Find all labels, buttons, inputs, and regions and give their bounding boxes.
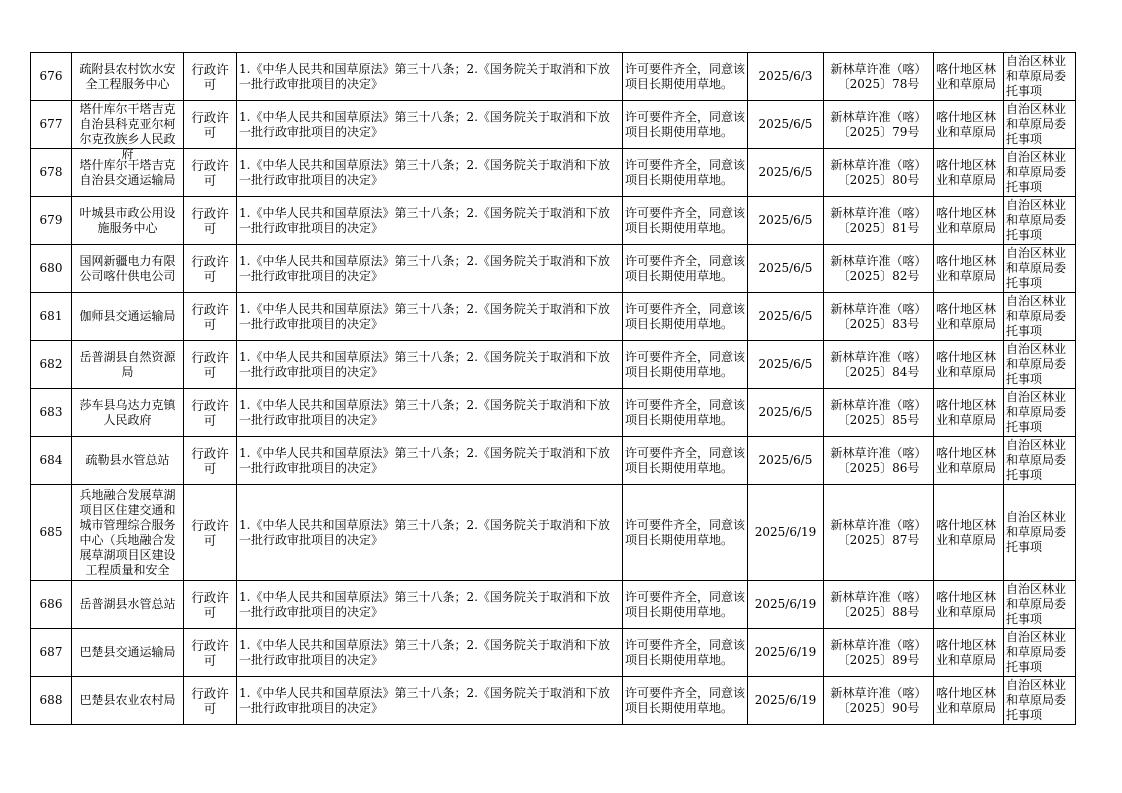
applicant-name-cell (72, 629, 184, 677)
decision-date-cell (748, 581, 824, 629)
action-type: 行政许可 (191, 517, 229, 548)
decision-date: 2025/6/19 (754, 597, 817, 611)
table-row (31, 53, 1076, 101)
table-row (31, 197, 1076, 245)
decision-content: 许可要件齐全，同意该项目长期使用草地。 (625, 637, 746, 667)
applicant-name: 巴楚县交通运输局 (79, 645, 176, 659)
remark-cell (1004, 341, 1076, 389)
issuing-authority: 喀什地区林业和草原局 (936, 445, 997, 475)
applicant-name: 国网新疆电力有限公司喀什供电公司 (79, 253, 176, 283)
document-number-cell (824, 341, 934, 389)
issuing-authority-cell (934, 389, 1004, 437)
applicant-name: 莎车县乌达力克镇人民政府 (79, 397, 176, 427)
remark-cell (1004, 677, 1076, 725)
decision-content-cell (623, 53, 748, 101)
decision-date-cell (748, 245, 824, 293)
legal-basis-cell (237, 581, 623, 629)
document-number: 新林草许准（喀）〔2025〕90号 (830, 685, 927, 715)
action-type: 行政许可 (191, 253, 229, 284)
action-type-cell (184, 53, 237, 101)
decision-content-cell (623, 629, 748, 677)
table-row (31, 101, 1076, 149)
legal-basis: 1.《中华人民共和国草原法》第三十八条；2.《国务院关于取消和下放一批行政审批项目的决定》 (239, 109, 610, 139)
document-number-cell (824, 629, 934, 677)
remark-cell (1004, 245, 1076, 293)
action-type-cell (184, 677, 237, 725)
applicant-name-cell (72, 245, 184, 293)
decision-date: 2025/6/19 (754, 693, 817, 707)
remark: 自治区林业和草原局委托事项 (1006, 246, 1067, 290)
applicant-name: 兵地融合发展草湖项目区住建交通和城市管理综合服务中心（兵地融合发展草湖项目区建设工程质量和安全 (79, 487, 176, 577)
issuing-authority: 喀什地区林业和草原局 (936, 301, 997, 331)
remark: 自治区林业和草原局委托事项 (1006, 582, 1067, 626)
applicant-name-cell (72, 485, 184, 581)
action-type: 行政许可 (191, 301, 229, 332)
issuing-authority-cell (934, 197, 1004, 245)
document-number: 新林草许准（喀）〔2025〕84号 (830, 349, 927, 379)
action-type-cell (184, 341, 237, 389)
decision-date: 2025/6/5 (758, 405, 813, 419)
applicant-name: 伽师县交通运输局 (79, 309, 176, 323)
decision-date-cell (748, 101, 824, 149)
applicant-name-cell (72, 581, 184, 629)
document-number: 新林草许准（喀）〔2025〕82号 (830, 253, 927, 283)
decision-content: 许可要件齐全，同意该项目长期使用草地。 (625, 205, 746, 235)
legal-basis: 1.《中华人民共和国草原法》第三十八条；2.《国务院关于取消和下放一批行政审批项目的决定》 (239, 61, 610, 91)
record-number: 681 (39, 309, 63, 323)
issuing-authority-cell (934, 485, 1004, 581)
issuing-authority: 喀什地区林业和草原局 (936, 589, 997, 619)
document-number-cell (824, 437, 934, 485)
document-number: 新林草许准（喀）〔2025〕80号 (830, 157, 927, 187)
applicant-name-cell (72, 101, 184, 161)
action-type-cell (184, 101, 237, 149)
issuing-authority: 喀什地区林业和草原局 (936, 61, 997, 91)
document-number-cell (824, 197, 934, 245)
record-number: 687 (39, 645, 63, 659)
legal-basis-cell (237, 293, 623, 341)
decision-content-cell (623, 197, 748, 245)
record-number: 686 (39, 597, 63, 611)
decision-date: 2025/6/5 (758, 117, 813, 131)
decision-content: 许可要件齐全，同意该项目长期使用草地。 (625, 517, 746, 547)
decision-date: 2025/6/19 (754, 645, 817, 659)
remark: 自治区林业和草原局委托事项 (1006, 438, 1067, 482)
legal-basis: 1.《中华人民共和国草原法》第三十八条；2.《国务院关于取消和下放一批行政审批项目的决定》 (239, 589, 610, 619)
action-type-cell (184, 629, 237, 677)
table-row (31, 341, 1076, 389)
decision-content-cell (623, 581, 748, 629)
legal-basis: 1.《中华人民共和国草原法》第三十八条；2.《国务院关于取消和下放一批行政审批项目的决定》 (239, 517, 610, 547)
issuing-authority-cell (934, 101, 1004, 149)
applicant-name-cell (72, 389, 184, 437)
issuing-authority-cell (934, 149, 1004, 197)
table-row (31, 677, 1076, 725)
applicant-name-cell (72, 677, 184, 725)
issuing-authority-cell (934, 677, 1004, 725)
record-number: 677 (39, 117, 63, 131)
issuing-authority-cell (934, 581, 1004, 629)
remark: 自治区林业和草原局委托事项 (1006, 294, 1067, 338)
record-number-cell (31, 485, 72, 581)
document-number: 新林草许准（喀）〔2025〕88号 (830, 589, 927, 619)
issuing-authority: 喀什地区林业和草原局 (936, 109, 997, 139)
decision-content-cell (623, 437, 748, 485)
legal-basis: 1.《中华人民共和国草原法》第三十八条；2.《国务院关于取消和下放一批行政审批项目的决定》 (239, 397, 610, 427)
decision-content: 许可要件齐全，同意该项目长期使用草地。 (625, 685, 746, 715)
table-row (31, 245, 1076, 293)
applicant-name-cell (72, 293, 184, 341)
legal-basis-cell (237, 677, 623, 725)
document-number: 新林草许准（喀）〔2025〕83号 (830, 301, 927, 331)
legal-basis: 1.《中华人民共和国草原法》第三十八条；2.《国务院关于取消和下放一批行政审批项目的决定》 (239, 157, 610, 187)
decision-content-cell (623, 101, 748, 149)
issuing-authority: 喀什地区林业和草原局 (936, 205, 997, 235)
decision-date: 2025/6/5 (758, 261, 813, 275)
document-number: 新林草许准（喀）〔2025〕78号 (830, 61, 927, 91)
decision-content-cell (623, 389, 748, 437)
document-number: 新林草许准（喀）〔2025〕85号 (830, 397, 927, 427)
remark-cell (1004, 149, 1076, 197)
remark: 自治区林业和草原局委托事项 (1006, 54, 1067, 98)
applicant-name-cell (72, 197, 184, 245)
decision-date-cell (748, 437, 824, 485)
table-row (31, 437, 1076, 485)
permit-table (30, 52, 1076, 725)
decision-date-cell (748, 485, 824, 581)
document-number-cell (824, 293, 934, 341)
record-number-cell (31, 629, 72, 677)
decision-date-cell (748, 341, 824, 389)
issuing-authority-cell (934, 53, 1004, 101)
applicant-name: 疏勒县水管总站 (85, 453, 170, 467)
action-type: 行政许可 (191, 109, 229, 140)
decision-date-cell (748, 293, 824, 341)
document-number-cell (824, 485, 934, 581)
action-type-cell (184, 149, 237, 197)
remark-cell (1004, 101, 1076, 149)
issuing-authority: 喀什地区林业和草原局 (936, 157, 997, 187)
applicant-name: 塔什库尔干塔吉克自治县科克亚尔柯尔克孜族乡人民政府 (79, 101, 176, 161)
decision-date: 2025/6/3 (758, 69, 813, 83)
decision-date: 2025/6/5 (758, 357, 813, 371)
decision-content-cell (623, 485, 748, 581)
decision-date-cell (748, 389, 824, 437)
record-number-cell (31, 389, 72, 437)
record-number: 688 (39, 693, 63, 707)
record-number-cell (31, 341, 72, 389)
document-number: 新林草许准（喀）〔2025〕81号 (830, 205, 927, 235)
document-number: 新林草许准（喀）〔2025〕87号 (830, 517, 927, 547)
action-type: 行政许可 (191, 445, 229, 476)
action-type: 行政许可 (191, 589, 229, 620)
remark: 自治区林业和草原局委托事项 (1006, 198, 1067, 242)
decision-date: 2025/6/19 (754, 525, 817, 539)
decision-content-cell (623, 245, 748, 293)
record-number: 679 (39, 213, 63, 227)
applicant-name-cell (72, 341, 184, 389)
decision-content-cell (623, 149, 748, 197)
remark: 自治区林业和草原局委托事项 (1006, 510, 1067, 554)
legal-basis-cell (237, 197, 623, 245)
decision-date: 2025/6/5 (758, 309, 813, 323)
decision-content: 许可要件齐全，同意该项目长期使用草地。 (625, 61, 746, 91)
record-number: 685 (39, 525, 63, 539)
remark: 自治区林业和草原局委托事项 (1006, 390, 1067, 434)
record-number: 683 (39, 405, 63, 419)
issuing-authority: 喀什地区林业和草原局 (936, 253, 997, 283)
issuing-authority-cell (934, 341, 1004, 389)
applicant-name-cell (72, 437, 184, 485)
remark: 自治区林业和草原局委托事项 (1006, 678, 1067, 722)
legal-basis: 1.《中华人民共和国草原法》第三十八条；2.《国务院关于取消和下放一批行政审批项目的决定》 (239, 685, 610, 715)
legal-basis: 1.《中华人民共和国草原法》第三十八条；2.《国务院关于取消和下放一批行政审批项目的决定》 (239, 301, 610, 331)
applicant-name-cell (72, 53, 184, 101)
document-number: 新林草许准（喀）〔2025〕86号 (830, 445, 927, 475)
decision-date-cell (748, 677, 824, 725)
applicant-name: 塔什库尔干塔吉克自治县交通运输局 (79, 157, 176, 187)
decision-content: 许可要件齐全，同意该项目长期使用草地。 (625, 349, 746, 379)
applicant-name: 巴楚县农业农村局 (79, 693, 176, 707)
applicant-name: 疏附县农村饮水安全工程服务中心 (79, 61, 176, 91)
action-type-cell (184, 245, 237, 293)
table-row (31, 149, 1076, 197)
permit-table-body (31, 53, 1076, 725)
legal-basis-cell (237, 245, 623, 293)
legal-basis: 1.《中华人民共和国草原法》第三十八条；2.《国务院关于取消和下放一批行政审批项目的决定》 (239, 637, 610, 667)
record-number-cell (31, 53, 72, 101)
action-type-cell (184, 293, 237, 341)
remark: 自治区林业和草原局委托事项 (1006, 342, 1067, 386)
legal-basis-cell (237, 485, 623, 581)
action-type: 行政许可 (191, 637, 229, 668)
record-number: 680 (39, 261, 63, 275)
issuing-authority: 喀什地区林业和草原局 (936, 397, 997, 427)
remark: 自治区林业和草原局委托事项 (1006, 630, 1067, 674)
record-number: 678 (39, 165, 63, 179)
document-number-cell (824, 53, 934, 101)
remark-cell (1004, 581, 1076, 629)
document-number: 新林草许准（喀）〔2025〕79号 (830, 109, 927, 139)
record-number-cell (31, 437, 72, 485)
legal-basis-cell (237, 437, 623, 485)
decision-content: 许可要件齐全，同意该项目长期使用草地。 (625, 109, 746, 139)
issuing-authority: 喀什地区林业和草原局 (936, 349, 997, 379)
action-type-cell (184, 437, 237, 485)
document-number-cell (824, 245, 934, 293)
action-type-cell (184, 485, 237, 581)
decision-content: 许可要件齐全，同意该项目长期使用草地。 (625, 157, 746, 187)
record-number-cell (31, 245, 72, 293)
legal-basis: 1.《中华人民共和国草原法》第三十八条；2.《国务院关于取消和下放一批行政审批项目的决定》 (239, 445, 610, 475)
action-type: 行政许可 (191, 205, 229, 236)
action-type: 行政许可 (191, 397, 229, 428)
issuing-authority-cell (934, 629, 1004, 677)
decision-content-cell (623, 677, 748, 725)
record-number-cell (31, 581, 72, 629)
decision-content: 许可要件齐全，同意该项目长期使用草地。 (625, 301, 746, 331)
action-type-cell (184, 389, 237, 437)
table-row (31, 389, 1076, 437)
legal-basis-cell (237, 341, 623, 389)
legal-basis-cell (237, 629, 623, 677)
decision-content: 许可要件齐全，同意该项目长期使用草地。 (625, 397, 746, 427)
document-number-cell (824, 149, 934, 197)
action-type: 行政许可 (191, 157, 229, 188)
applicant-name: 叶城县市政公用设施服务中心 (79, 205, 176, 235)
record-number-cell (31, 677, 72, 725)
decision-content-cell (623, 341, 748, 389)
legal-basis: 1.《中华人民共和国草原法》第三十八条；2.《国务院关于取消和下放一批行政审批项目的决定》 (239, 349, 610, 379)
record-number-cell (31, 197, 72, 245)
table-row (31, 293, 1076, 341)
decision-date-cell (748, 53, 824, 101)
decision-date: 2025/6/5 (758, 213, 813, 227)
action-type: 行政许可 (191, 685, 229, 716)
record-number: 676 (39, 69, 63, 83)
decision-content-cell (623, 293, 748, 341)
decision-date-cell (748, 629, 824, 677)
record-number-cell (31, 293, 72, 341)
legal-basis: 1.《中华人民共和国草原法》第三十八条；2.《国务院关于取消和下放一批行政审批项目的决定》 (239, 205, 610, 235)
action-type: 行政许可 (191, 61, 229, 92)
action-type-cell (184, 581, 237, 629)
document-number-cell (824, 101, 934, 149)
action-type-cell (184, 197, 237, 245)
issuing-authority-cell (934, 293, 1004, 341)
legal-basis-cell (237, 389, 623, 437)
remark-cell (1004, 485, 1076, 581)
remark-cell (1004, 293, 1076, 341)
remark: 自治区林业和草原局委托事项 (1006, 150, 1067, 194)
document-number-cell (824, 677, 934, 725)
decision-content: 许可要件齐全，同意该项目长期使用草地。 (625, 253, 746, 283)
document-number-cell (824, 581, 934, 629)
legal-basis-cell (237, 101, 623, 149)
record-number: 684 (39, 453, 63, 467)
issuing-authority-cell (934, 245, 1004, 293)
remark-cell (1004, 437, 1076, 485)
table-row (31, 629, 1076, 677)
decision-date: 2025/6/5 (758, 165, 813, 179)
table-row (31, 581, 1076, 629)
record-number: 682 (39, 357, 63, 371)
action-type: 行政许可 (191, 349, 229, 380)
document-number-cell (824, 389, 934, 437)
remark-cell (1004, 53, 1076, 101)
issuing-authority-cell (934, 437, 1004, 485)
remark: 自治区林业和草原局委托事项 (1006, 102, 1067, 146)
record-number-cell (31, 101, 72, 149)
issuing-authority: 喀什地区林业和草原局 (936, 685, 997, 715)
legal-basis-cell (237, 53, 623, 101)
applicant-name: 岳普湖县水管总站 (79, 597, 176, 611)
applicant-name: 岳普湖县自然资源局 (79, 349, 176, 379)
issuing-authority: 喀什地区林业和草原局 (936, 517, 997, 547)
legal-basis-cell (237, 149, 623, 197)
decision-content: 许可要件齐全，同意该项目长期使用草地。 (625, 589, 746, 619)
remark-cell (1004, 197, 1076, 245)
decision-content: 许可要件齐全，同意该项目长期使用草地。 (625, 445, 746, 475)
decision-date: 2025/6/5 (758, 453, 813, 467)
table-row (31, 485, 1076, 581)
decision-date-cell (748, 149, 824, 197)
remark-cell (1004, 389, 1076, 437)
record-number-cell (31, 149, 72, 197)
document-number: 新林草许准（喀）〔2025〕89号 (830, 637, 927, 667)
remark-cell (1004, 629, 1076, 677)
issuing-authority: 喀什地区林业和草原局 (936, 637, 997, 667)
decision-date-cell (748, 197, 824, 245)
legal-basis: 1.《中华人民共和国草原法》第三十八条；2.《国务院关于取消和下放一批行政审批项目的决定》 (239, 253, 610, 283)
